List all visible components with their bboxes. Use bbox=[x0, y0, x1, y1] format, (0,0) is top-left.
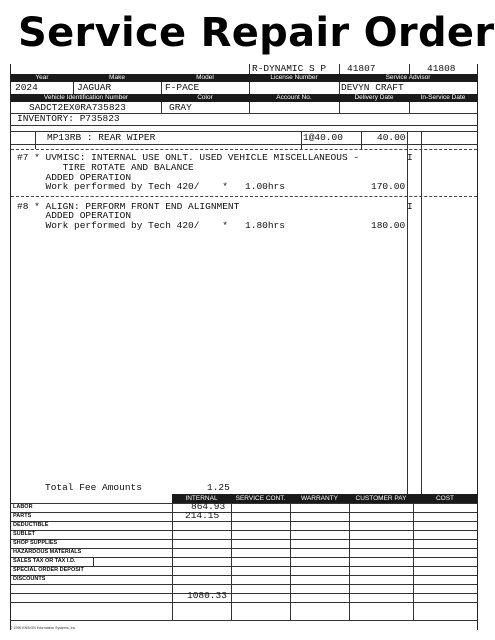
job-7-line-3: ADDED OPERATION bbox=[17, 172, 132, 183]
vehicle-color: GRAY bbox=[169, 102, 192, 113]
summary-header-cost: COST bbox=[435, 495, 455, 502]
top-row bbox=[11, 64, 477, 74]
parts-line-qty: 1@40.00 bbox=[303, 132, 343, 143]
document-title: Service Repair Order bbox=[18, 10, 495, 56]
vehicle-header-bar bbox=[11, 74, 477, 82]
summary-label-parts: PARTS bbox=[13, 513, 32, 519]
vehicle-make: JAGUAR bbox=[77, 82, 112, 93]
summary-label-hazardous-materials: HAZARDOUS MATERIALS bbox=[13, 549, 82, 555]
job-7-line-4: Work performed by Tech 420/ * 1.00hrs bbox=[17, 181, 285, 192]
summary-label-deductible: DEDUCTIBLE bbox=[13, 522, 49, 528]
header-account: Account No. bbox=[276, 94, 312, 101]
job-8-line-1: #8 * ALIGN: PERFORM FRONT END ALIGNMENT bbox=[17, 201, 240, 212]
summary-label-special-order-deposit: SPECIAL ORDER DEPOSIT bbox=[13, 567, 84, 573]
summary-header-service-cont: SERVICE CONT. bbox=[235, 495, 286, 502]
summary-labor-internal: 864.93 bbox=[191, 501, 226, 512]
header-delivery: Delivery Date bbox=[354, 94, 394, 101]
vin-row bbox=[11, 102, 477, 113]
summary-header-warranty: WARRANTY bbox=[301, 495, 338, 502]
vehicle-year: 2024 bbox=[15, 82, 38, 93]
job-7-line-1: #7 * UVMISC: INTERNAL USE ONLT. USED VEHICLE MISCELLANEOUS - bbox=[17, 152, 360, 163]
summary-label-sales-tax: SALES TAX OR TAX I.D. bbox=[13, 558, 76, 564]
header-make: Make bbox=[109, 74, 125, 81]
header-vin: Vehicle Identification Number bbox=[43, 94, 129, 101]
header-color: Color bbox=[197, 94, 213, 101]
summary-label-shop-supplies: SHOP SUPPLIES bbox=[13, 540, 58, 546]
vin-value: SADCT2EX0RA735823 bbox=[29, 102, 126, 113]
copyright-note: © 1996 ENSIGN Information Systems, Inc. bbox=[10, 626, 77, 630]
total-fee-label: Total Fee Amounts bbox=[45, 482, 142, 493]
vin-header-bar bbox=[11, 94, 477, 102]
service-advisor: DEVYN CRAFT bbox=[341, 82, 404, 93]
header-license: License Number bbox=[270, 74, 318, 81]
header-in-service: In-Service Date bbox=[420, 94, 466, 101]
summary-label-labor: LABOR bbox=[13, 504, 33, 510]
summary-parts-internal: 214.15 bbox=[185, 510, 220, 521]
job-8-amount: 180.00 bbox=[371, 220, 406, 231]
repair-order-form bbox=[10, 64, 478, 630]
header-model: Model bbox=[196, 74, 214, 81]
vehicle-row bbox=[11, 82, 477, 94]
vehicle-model: F-PACE bbox=[165, 82, 200, 93]
parts-line-amount: 40.00 bbox=[377, 132, 406, 143]
job-7-amount: 170.00 bbox=[371, 181, 406, 192]
inventory-line: INVENTORY: P735823 bbox=[17, 113, 120, 124]
header-year: Year bbox=[35, 74, 49, 81]
job-8-line-3: Work performed by Tech 420/ * 1.80hrs bbox=[17, 220, 285, 231]
grand-total-internal: 1080.33 bbox=[187, 590, 227, 601]
parts-line-text: MP13RB : REAR WIPER bbox=[47, 132, 156, 143]
header-advisor: Service Advisor bbox=[385, 74, 431, 81]
job-7-line-2: TIRE ROTATE AND BALANCE bbox=[17, 162, 194, 173]
summary-label-discounts: DISCOUNTS bbox=[13, 576, 46, 582]
job-8-line-2: ADDED OPERATION bbox=[17, 210, 132, 221]
total-fee-value: 1.25 bbox=[207, 482, 230, 493]
summary-header-customer-pay: CUSTOMER PAY bbox=[355, 495, 407, 502]
ro-number-a: 41807 bbox=[347, 63, 376, 74]
summary-label-sublet: SUBLET bbox=[13, 531, 35, 537]
job-8-flag: I bbox=[407, 201, 413, 212]
summary-header-internal: INTERNAL bbox=[185, 495, 218, 502]
ro-number-b: 41808 bbox=[427, 63, 456, 74]
model-line: R-DYNAMIC S P bbox=[252, 63, 327, 74]
job-7-flag: I bbox=[407, 152, 413, 163]
